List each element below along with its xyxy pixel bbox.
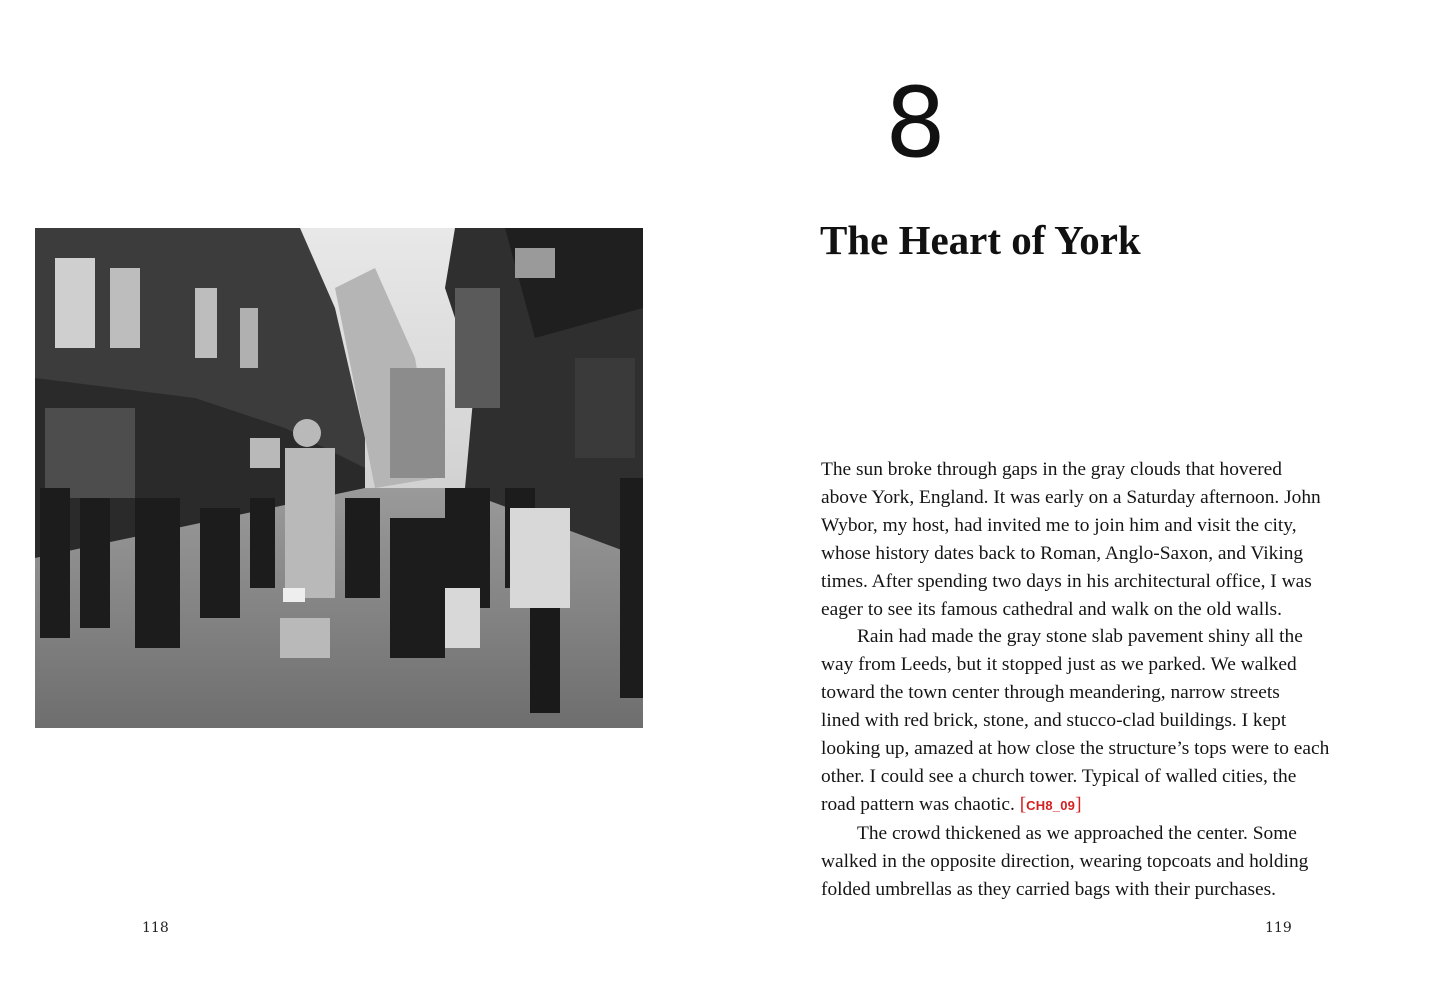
text-line: other. I could see a church tower. Typical of walled cities, the — [821, 765, 1297, 787]
text-line: Wybor, my host, had invited me to join him and visit the city, — [821, 514, 1297, 536]
text-line: The crowd thickened as we approached the center. Some — [857, 822, 1297, 844]
reference-tag: CH8_09 — [1026, 797, 1076, 813]
right-page — [715, 0, 1429, 1000]
text-line: whose history dates back to Roman, Anglo-Saxon, and Viking — [821, 542, 1304, 564]
text-line: looking up, amazed at how close the structure’s tops were to each — [821, 738, 1330, 760]
chapter-body — [821, 456, 1366, 904]
text-line: walked in the opposite direction, wearing topcoats and holding — [821, 850, 1309, 872]
reference-bracket-close: ] — [1075, 793, 1082, 815]
text-line: times. After spending two days in his architectural office, I was — [821, 570, 1312, 592]
text-line-with-reference — [821, 791, 1366, 820]
text-line: Rain had made the gray stone slab pavement shiny all the — [857, 626, 1303, 648]
chapter-number: 8 — [885, 67, 947, 179]
text-line: The sun broke through gaps in the gray clouds that hovered — [821, 459, 1282, 480]
text-line: way from Leeds, but it stopped just as we parked. We walked — [821, 654, 1297, 676]
text-line: lined with red brick, stone, and stucco-clad buildings. I kept — [821, 710, 1287, 732]
page-number-left: 118 — [142, 920, 169, 936]
paragraph-3 — [821, 820, 1366, 904]
text-line: road pattern was chaotic. — [821, 793, 1015, 815]
photograph-icon — [35, 228, 643, 728]
text-line: folded umbrellas as they carried bags with their purchases. — [821, 878, 1276, 900]
paragraph-1 — [821, 456, 1366, 623]
street-photo — [35, 228, 643, 728]
text-line: toward the town center through meandering, narrow streets — [821, 682, 1280, 704]
paragraph-2 — [821, 623, 1366, 819]
chapter-title: The Heart of York — [820, 217, 1141, 263]
text-line: eager to see its famous cathedral and walk on the old walls. — [821, 598, 1282, 620]
left-page — [0, 0, 714, 1000]
page-number-right: 119 — [1265, 920, 1292, 936]
reference-bracket-open: [ — [1019, 793, 1027, 815]
text-line: above York, England. It was early on a Saturday afternoon. John — [821, 486, 1321, 508]
